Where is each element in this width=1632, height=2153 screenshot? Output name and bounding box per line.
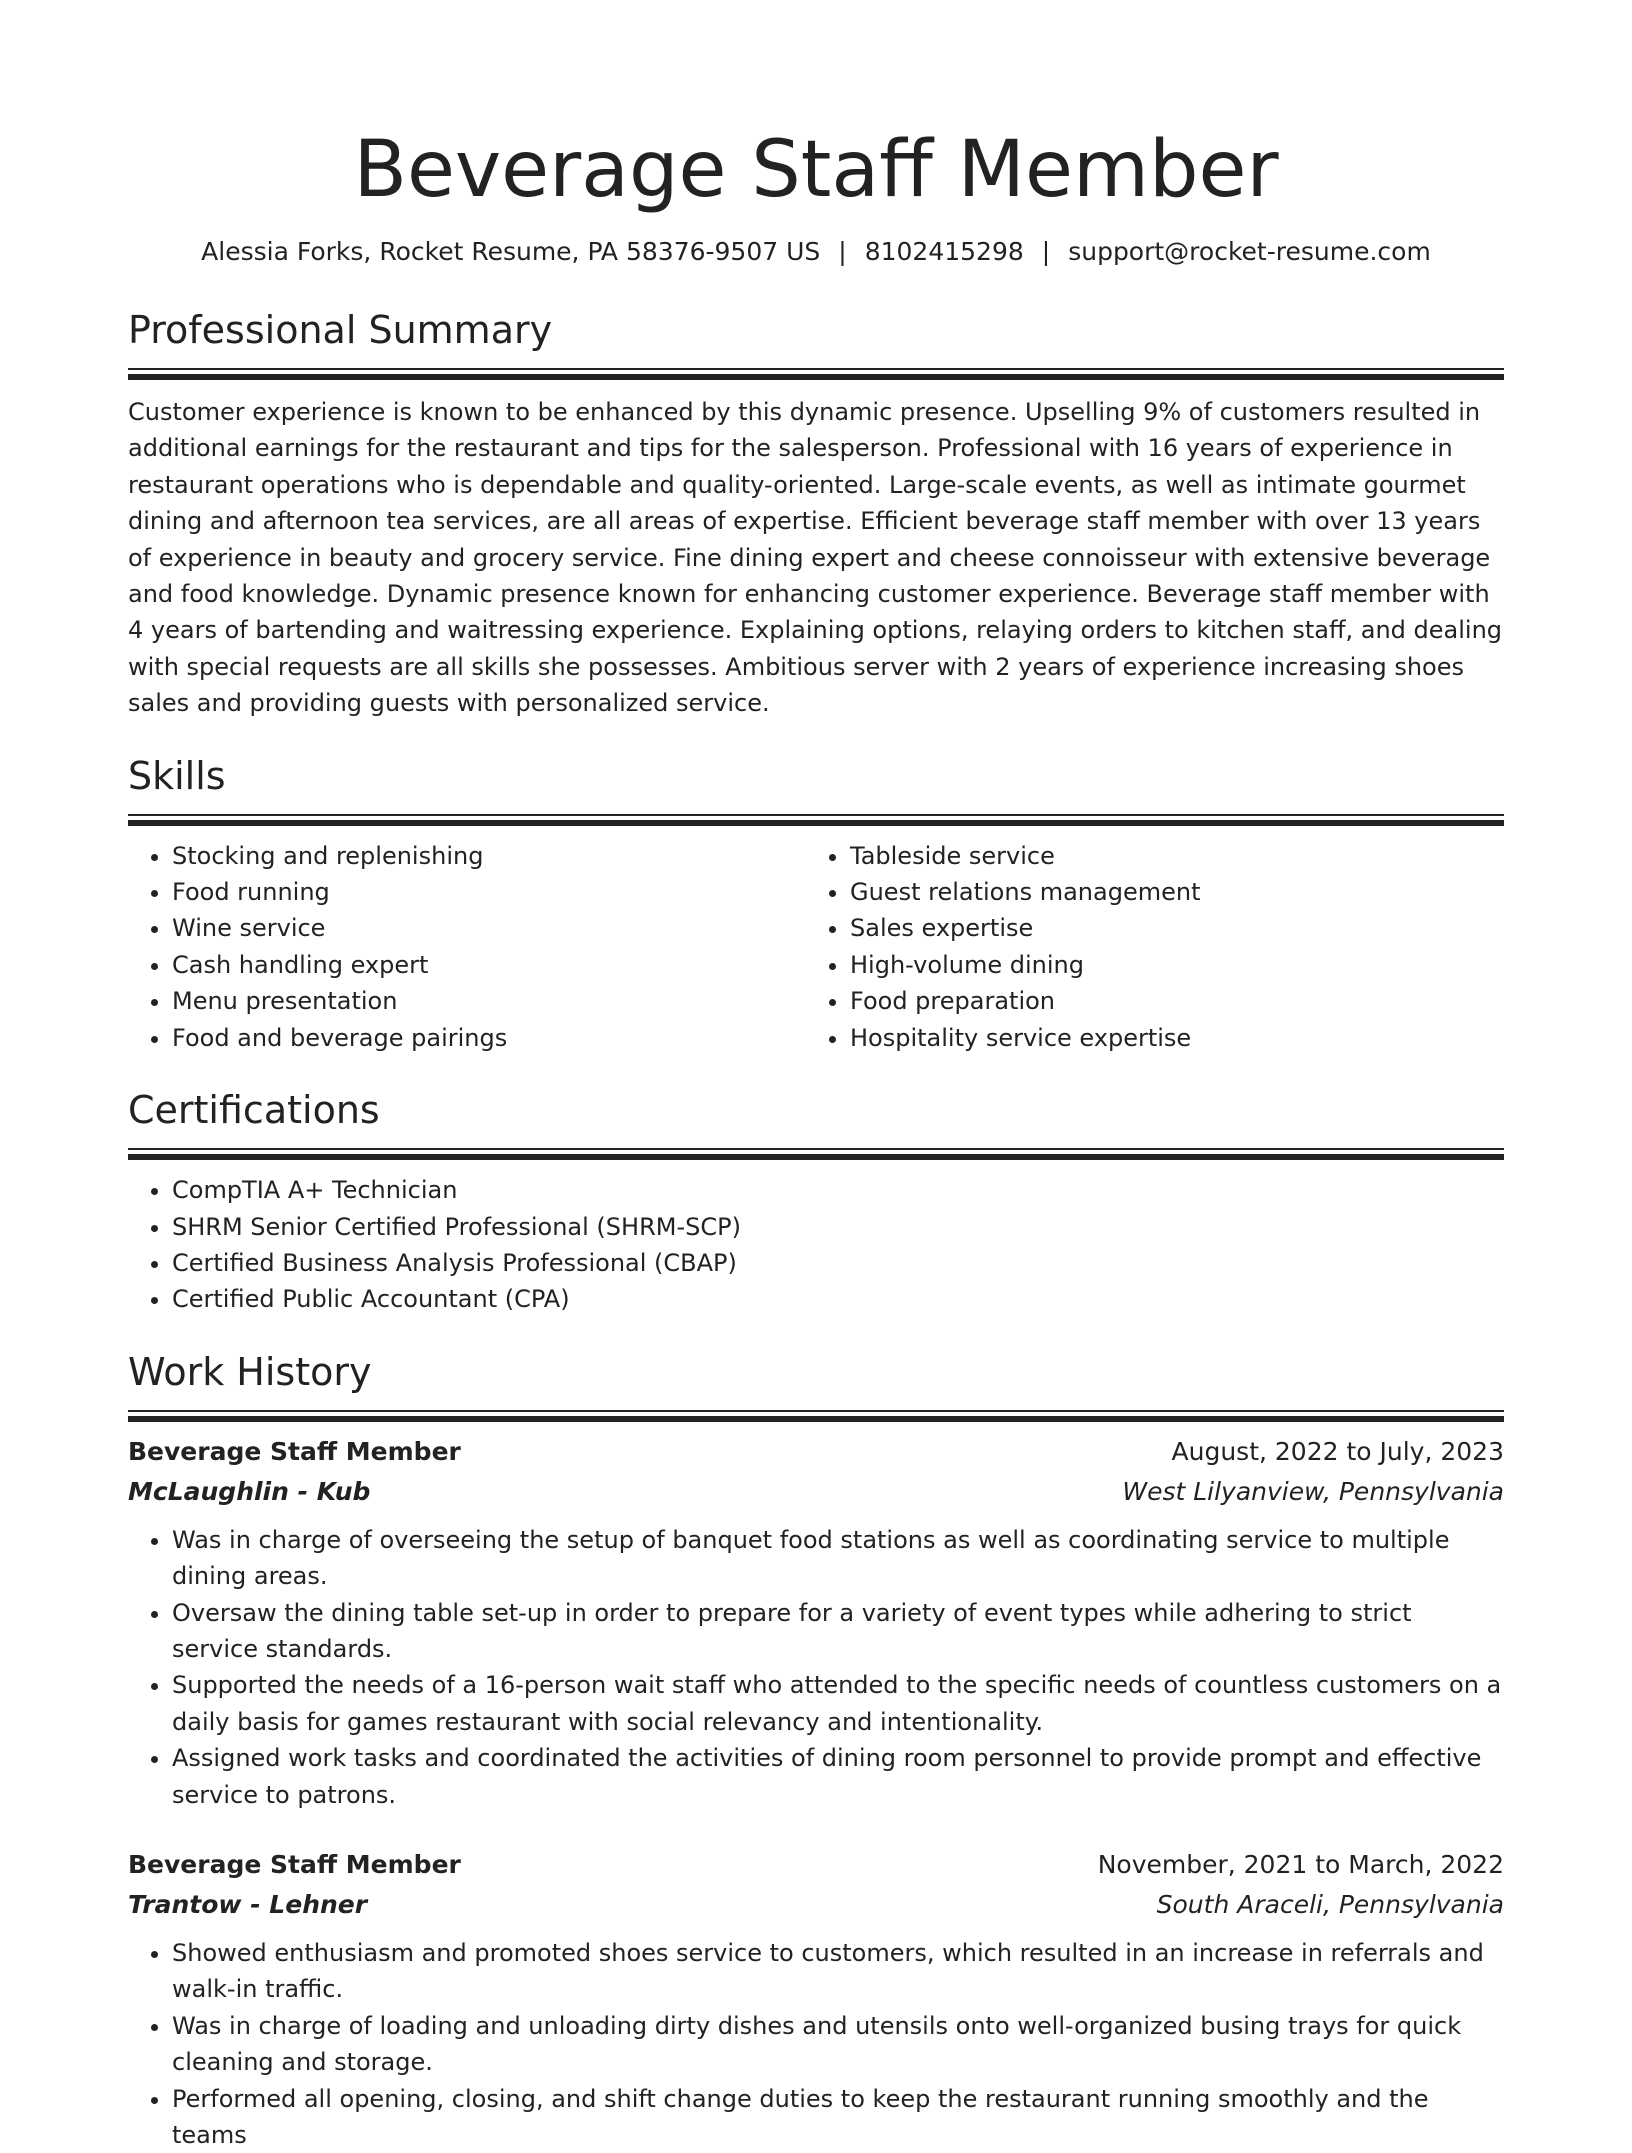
section-divider	[128, 1148, 1504, 1160]
skill-item: • Food preparation	[850, 983, 1484, 1019]
skill-item: • Hospitality service expertise	[850, 1020, 1484, 1056]
skill-item: • Sales expertise	[850, 910, 1484, 946]
job-entry	[128, 1845, 1504, 2153]
job-bullet: • Oversaw the dining table set-up in order to prepare for a variety of event types while adhering to strict service standards.	[172, 1595, 1504, 1668]
job-dates: November, 2021 to March, 2022	[1097, 1849, 1504, 1879]
job-company: McLaughlin - Kub	[128, 1476, 371, 1506]
contact-email: support@rocket-resume.com	[1068, 237, 1431, 266]
job-bullets	[128, 1935, 1504, 2153]
contact-separator: |	[1041, 237, 1051, 266]
skill-item: • Food and beverage pairings	[172, 1020, 806, 1056]
contact-separator: |	[838, 237, 847, 266]
certification-item: • CompTIA A+ Technician	[172, 1172, 1504, 1208]
job-bullet: • Was in charge of loading and unloading dirty dishes and utensils onto well-organized busing trays for quick cleaning and storage.	[172, 2008, 1504, 2081]
job-bullet: • Was in charge of overseeing the setup of banquet food stations as well as coordinating service to multiple dining areas.	[172, 1522, 1504, 1595]
resume-page	[128, 0, 1504, 2153]
job-location: West Lilyanview, Pennsylvania	[1122, 1476, 1504, 1506]
certification-item: • SHRM Senior Certified Professional (SHRM-SCP)	[172, 1209, 1504, 1245]
certification-item: • Certified Public Accountant (CPA)	[172, 1281, 1504, 1317]
section-title-skills: Skills	[128, 753, 226, 798]
work-history-section	[128, 1348, 1504, 2153]
skill-item: • Menu presentation	[172, 983, 806, 1019]
section-title-work-history: Work History	[128, 1349, 372, 1394]
job-subheader	[128, 1885, 1504, 1925]
job-header	[128, 1432, 1504, 1472]
skill-item: • Food running	[172, 874, 806, 910]
skill-item: • Cash handling expert	[172, 947, 806, 983]
skills-grid	[128, 838, 1504, 1056]
certification-item: • Certified Business Analysis Professional (CBAP)	[172, 1245, 1504, 1281]
contact-address: Alessia Forks, Rocket Resume, PA 58376-9507 US	[201, 237, 821, 266]
section-divider	[128, 368, 1504, 380]
job-dates: August, 2022 to July, 2023	[1171, 1436, 1504, 1466]
job-title: Beverage Staff Member	[128, 1436, 461, 1466]
skill-item: • Stocking and replenishing	[172, 838, 806, 874]
job-location: South Araceli, Pennsylvania	[1156, 1889, 1504, 1919]
certifications-list	[128, 1172, 1504, 1318]
job-company: Trantow - Lehner	[128, 1889, 368, 1919]
job-subheader	[128, 1472, 1504, 1512]
contact-phone: 8102415298	[864, 237, 1024, 266]
skills-list-right	[806, 838, 1484, 1056]
skill-item: • Tableside service	[850, 838, 1484, 874]
job-bullet: • Showed enthusiasm and promoted shoes service to customers, which resulted in an increase in referrals and walk-in traffic.	[172, 1935, 1504, 2008]
section-title-certifications: Certifications	[128, 1088, 380, 1133]
job-bullet: • Assigned work tasks and coordinated the activities of dining room personnel to provide prompt and effective service to patrons.	[172, 1740, 1504, 1813]
skill-item: • Wine service	[172, 910, 806, 946]
job-bullets	[128, 1522, 1504, 1813]
skill-item: • High-volume dining	[850, 947, 1484, 983]
job-title: Beverage Staff Member	[128, 1849, 461, 1879]
skill-item: • Guest relations management	[850, 874, 1484, 910]
section-divider	[128, 814, 1504, 826]
summary-text: Customer experience is known to be enhanced by this dynamic presence. Upselling 9% of customers resulted in additional earnings for the restaurant and tips for the salesperson. Professional with 16 years of experience in restaurant operations who is dependable and quality-oriented. Large-scale events, as well as intimate gourmet dining and afternoon tea services, are all areas of expertise. Efficient beverage staff member with over 13 years of experience in beauty and grocery service. Fine dining expert and cheese connoisseur with extensive beverage and food knowledge. Dynamic presence known for enhancing customer experience. Beverage staff member with 4 years of bartending and waitressing experience. Explaining options, relaying orders to kitchen staff, and dealing with special requests are all skills she possesses. Ambitious server with 2 years of experience increasing shoes sales and providing guests with personalized service.	[128, 398, 1503, 718]
job-header	[128, 1845, 1504, 1885]
skills-column-left	[128, 838, 806, 1056]
certifications-section	[128, 1086, 1504, 1318]
section-divider	[128, 1410, 1504, 1422]
skills-section	[128, 752, 1504, 1056]
job-bullet: • Performed all opening, closing, and shift change duties to keep the restaurant running smoothly and the teams	[172, 2081, 1504, 2153]
skills-list-left	[128, 838, 806, 1056]
summary-section	[128, 306, 1504, 722]
job-entry	[128, 1432, 1504, 1813]
section-title-summary: Professional Summary	[128, 308, 553, 352]
contact-line	[128, 236, 1504, 268]
skills-column-right	[806, 838, 1484, 1056]
job-bullet: • Supported the needs of a 16-person wait staff who attended to the specific needs of countless customers on a daily basis for games restaurant with social relevancy and intentionality.	[172, 1667, 1504, 1740]
resume-name: Beverage Staff Member	[353, 125, 1279, 215]
